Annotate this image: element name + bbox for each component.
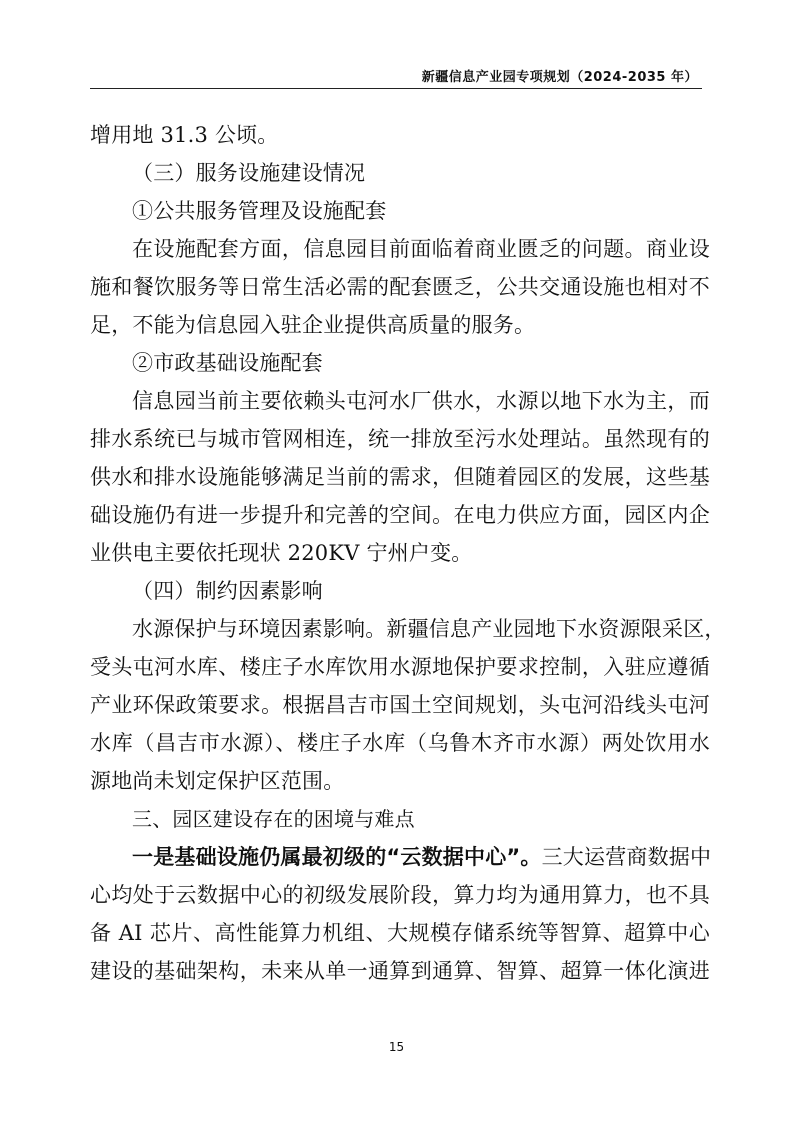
text-line: 水源保护与环境因素影响。新疆信息产业园地下水资源限采区， — [132, 617, 726, 641]
text-line: 建设的基础架构，未来从单一通算到通算、智算、超算一体化演进 — [90, 959, 710, 983]
section-heading: （三）服务设施建设情况 — [132, 161, 366, 185]
text-line: 业供电主要依托现状 220KV 宁州户变。 — [90, 541, 473, 565]
text-line: 信息园当前主要依赖头屯河水厂供水，水源以地下水为主，而 — [132, 389, 710, 413]
page-number: 15 — [388, 1040, 405, 1054]
text-line: 排水系统已与城市管网相连，统一排放至污水处理站。虽然现有的 — [90, 427, 710, 451]
text-line: 水库（昌吉市水源）、楼庄子水库（乌鲁木齐市水源）两处饮用水 — [90, 731, 710, 755]
text-line: 增用地 31.3 公顷。 — [90, 123, 279, 147]
text-run: 三大运营商数据中 — [541, 845, 712, 869]
text-line: 施和餐饮服务等日常生活必需的配套匮乏，公共交通设施也相对不 — [90, 275, 710, 299]
document-body — [90, 116, 726, 990]
subsection-heading: ①公共服务管理及设施配套 — [132, 199, 387, 223]
text-line — [90, 838, 710, 876]
section-heading: （四）制约因素影响 — [132, 579, 323, 603]
text-line: 心均处于云数据中心的初级发展阶段，算力均为通用算力，也不具 — [90, 883, 710, 907]
header-title: 新疆信息产业园专项规划（2024-2035 年） — [421, 70, 698, 85]
text-line: 受头屯河水库、楼庄子水库饮用水源地保护要求控制，入驻应遵循 — [90, 655, 710, 679]
text-line: 供水和排水设施能够满足当前的需求，但随着园区的发展，这些基 — [90, 465, 710, 489]
bold-lead: 一是基础设施仍属最初级的“云数据中心”。 — [132, 845, 542, 869]
text-line: 源地尚未划定保护区范围。 — [90, 769, 345, 793]
text-line: 产业环保政策要求。根据昌吉市国土空间规划，头屯河沿线头屯河 — [90, 693, 710, 717]
text-line: 备 AI 芯片、高性能算力机组、大规模存储系统等智算、超算中心 — [90, 921, 710, 945]
text-line: 足，不能为信息园入驻企业提供高质量的服务。 — [90, 313, 536, 337]
text-line: 础设施仍有进一步提升和完善的空间。在电力供应方面，园区内企 — [90, 503, 710, 527]
chapter-heading: 三、园区建设存在的困境与难点 — [132, 807, 415, 831]
text-line: 在设施配套方面，信息园目前面临着商业匮乏的问题。商业设 — [132, 237, 710, 261]
page-header — [90, 60, 702, 89]
subsection-heading: ②市政基础设施配套 — [132, 351, 323, 375]
